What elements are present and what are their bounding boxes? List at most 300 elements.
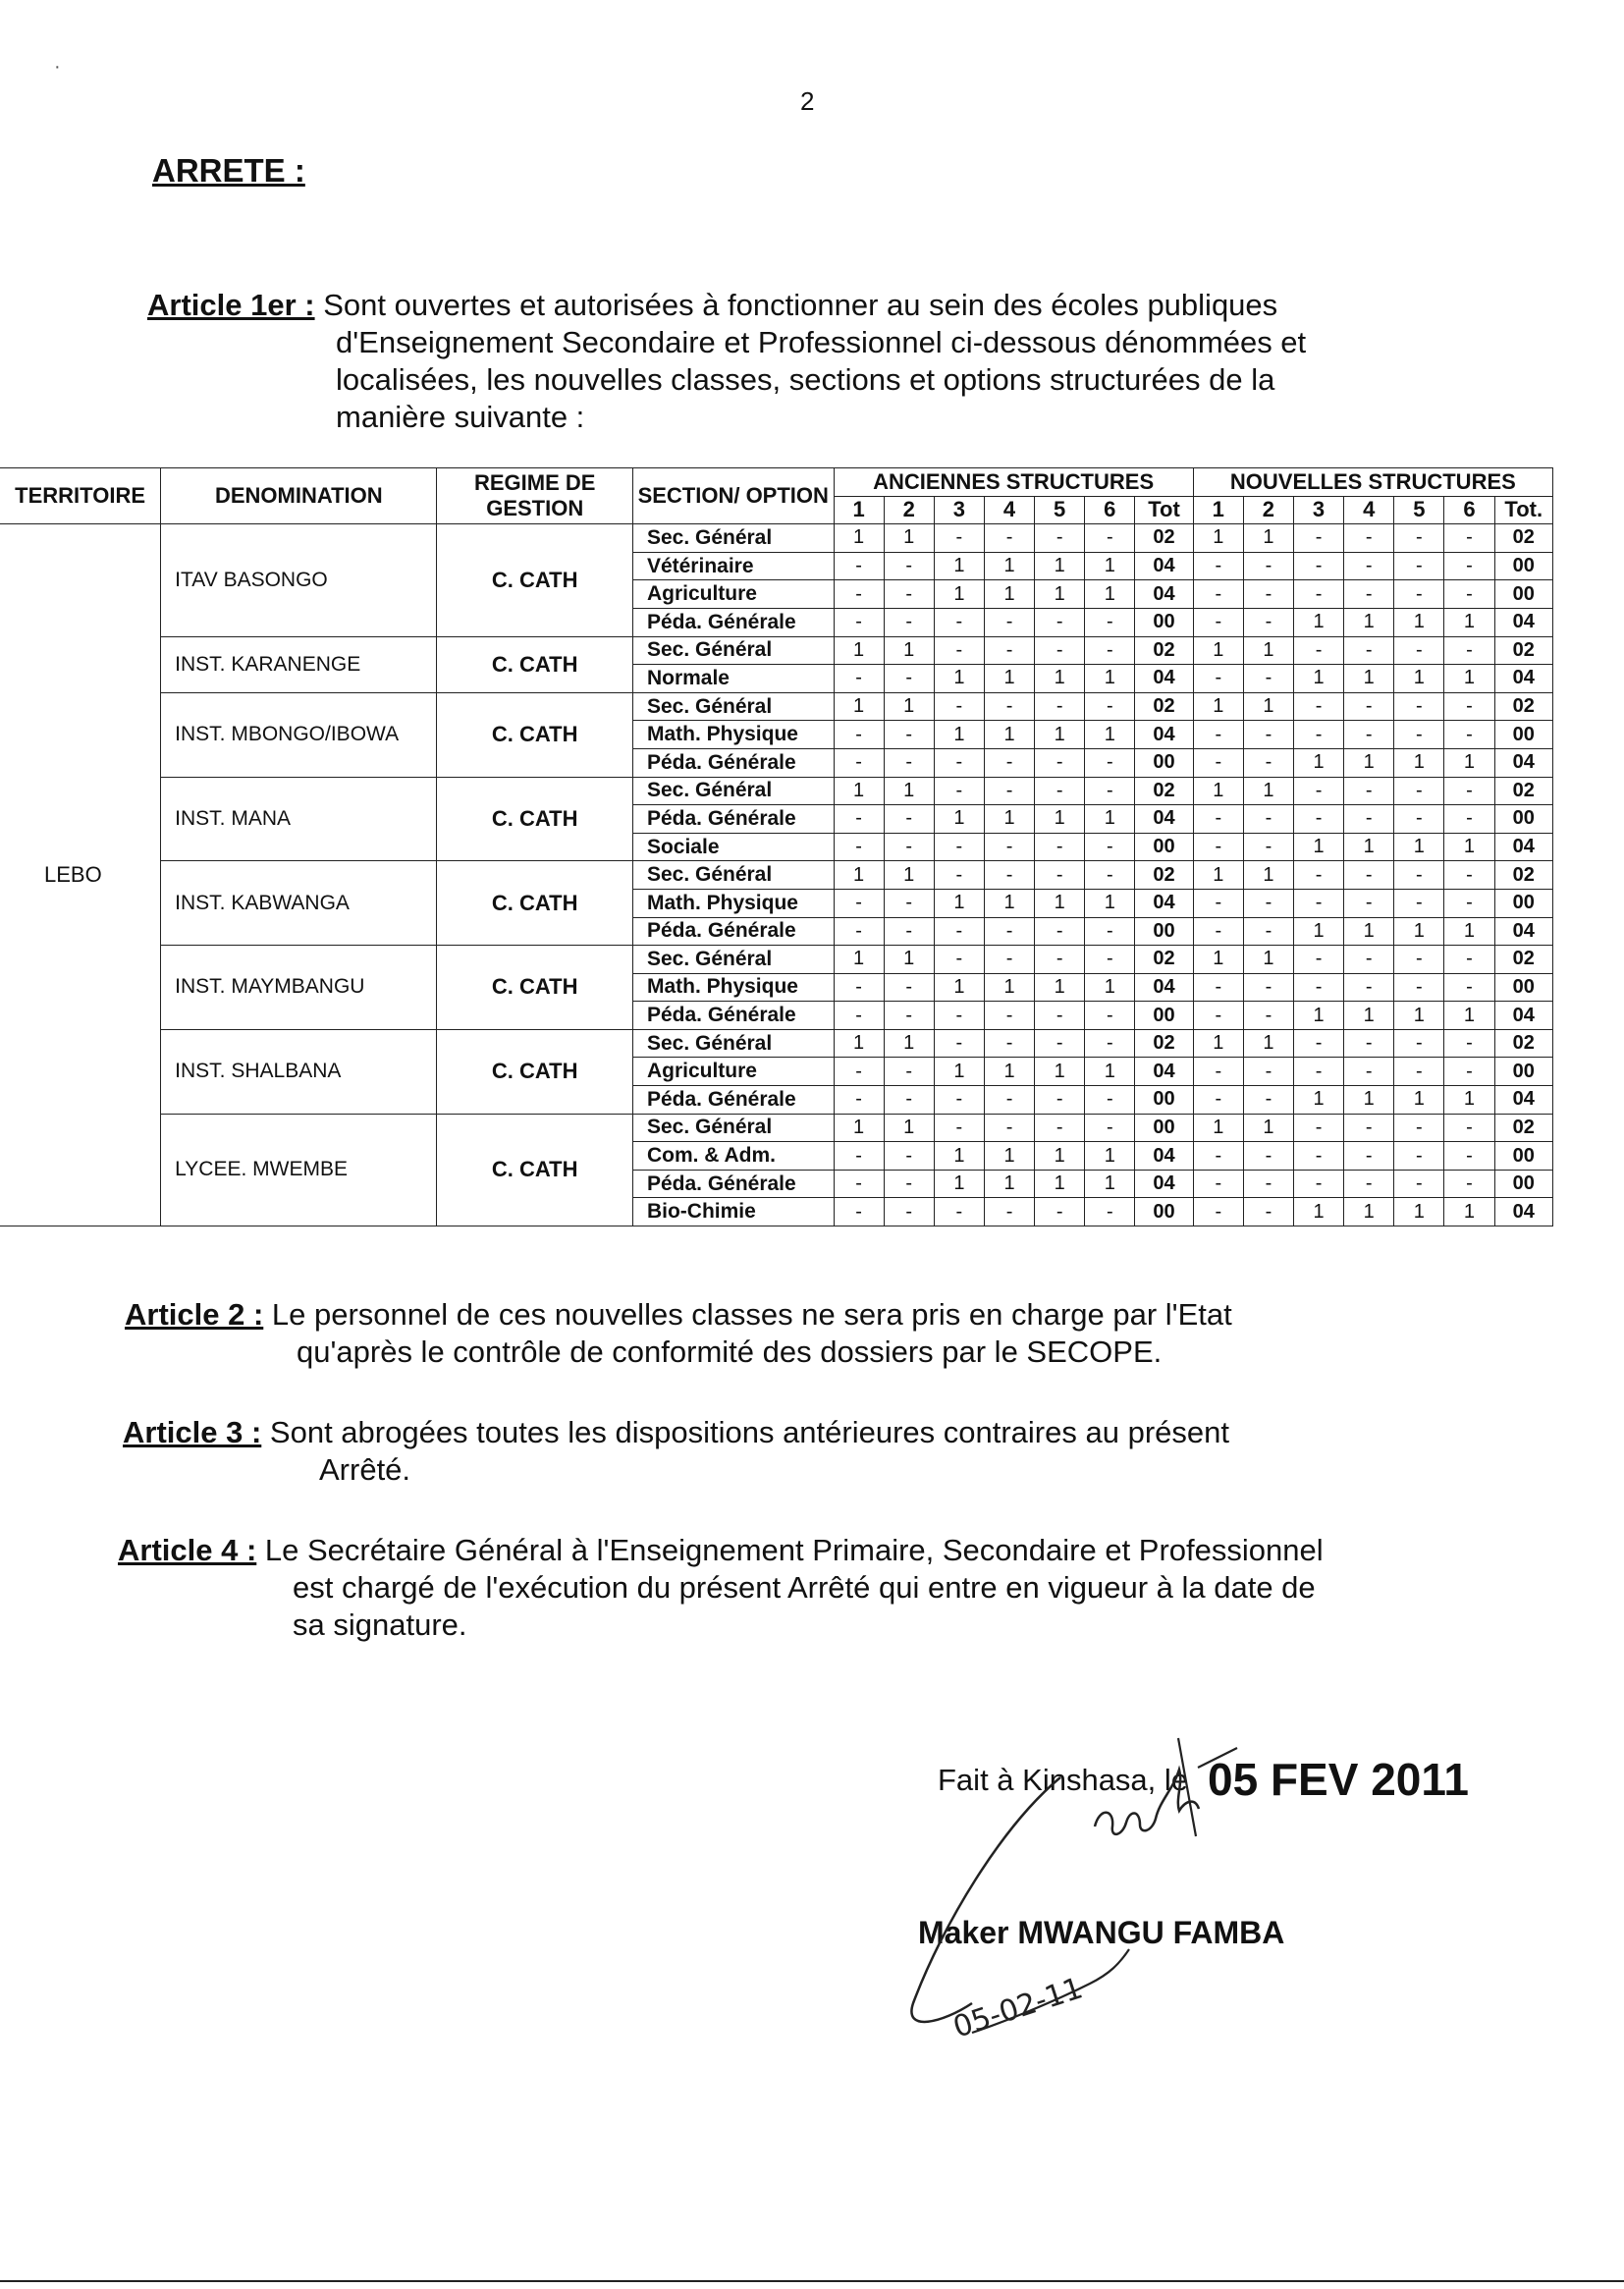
- anc-cell: 1: [984, 1058, 1034, 1086]
- table-row: [0, 777, 1553, 805]
- nouv-cell: -: [1293, 692, 1343, 721]
- nouv-cell: 1: [1394, 917, 1444, 946]
- date-stamp: 05 FEV 2011: [1208, 1754, 1469, 1805]
- anc-total: 00: [1135, 1114, 1193, 1142]
- anc-cell: 1: [834, 1029, 884, 1058]
- nouv-cell: -: [1193, 1142, 1243, 1171]
- header-denomination: DENOMINATION: [161, 468, 437, 524]
- anc-cell: 1: [984, 1142, 1034, 1171]
- anc-cell: -: [1085, 1114, 1135, 1142]
- anc-cell: -: [834, 1058, 884, 1086]
- nouv-cell: -: [1444, 1142, 1494, 1171]
- nouv-cell: -: [1193, 665, 1243, 693]
- nouv-cell: -: [1193, 721, 1243, 749]
- nouv-cell: -: [1293, 721, 1343, 749]
- nouv-cell: 1: [1394, 748, 1444, 777]
- anc-cell: -: [834, 608, 884, 636]
- section-option: Sec. Général: [632, 861, 834, 890]
- anc-total: 04: [1135, 1142, 1193, 1171]
- section-option: Péda. Générale: [632, 1086, 834, 1115]
- anc-cell: -: [984, 833, 1034, 861]
- anc-cell: 1: [1035, 721, 1085, 749]
- nouv-cell: -: [1344, 552, 1394, 580]
- anc-cell: -: [884, 608, 934, 636]
- anc-cell: -: [1035, 1198, 1085, 1226]
- nouv-cell: -: [1344, 973, 1394, 1002]
- nouv-cell: -: [1293, 1170, 1343, 1198]
- regime-gestion: C. CATH: [437, 1029, 632, 1114]
- nouv-cell: -: [1243, 1002, 1293, 1030]
- anc-total: 04: [1135, 1170, 1193, 1198]
- nouv-cell: -: [1243, 1086, 1293, 1115]
- anc-cell: 1: [1035, 973, 1085, 1002]
- anc-cell: -: [934, 861, 984, 890]
- nouv-cell: -: [1394, 946, 1444, 974]
- nouv-cell: -: [1293, 1058, 1343, 1086]
- anc-cell: 1: [1035, 1058, 1085, 1086]
- nouv-total: 00: [1494, 580, 1552, 609]
- nouv-total: 00: [1494, 889, 1552, 917]
- section-option: Sec. Général: [632, 1029, 834, 1058]
- section-option: Péda. Générale: [632, 608, 834, 636]
- nouv-cell: 1: [1193, 1114, 1243, 1142]
- anc-cell: -: [934, 946, 984, 974]
- article-2-line-1: Le personnel de ces nouvelles classes ne sera pris en charge par l'Etat: [271, 1297, 1232, 1332]
- anc-cell: 1: [934, 805, 984, 834]
- nouv-cell: -: [1394, 805, 1444, 834]
- section-option: Péda. Générale: [632, 917, 834, 946]
- nouv-total: 00: [1494, 721, 1552, 749]
- anc-total: 00: [1135, 833, 1193, 861]
- section-option: Péda. Générale: [632, 805, 834, 834]
- section-option: Math. Physique: [632, 973, 834, 1002]
- anc-cell: 1: [1085, 805, 1135, 834]
- anc-cell: -: [834, 1198, 884, 1226]
- anc-cell: -: [1035, 1002, 1085, 1030]
- school-name: LYCEE. MWEMBE: [161, 1114, 437, 1226]
- nouv-cell: -: [1293, 861, 1343, 890]
- anc-cell: -: [884, 1002, 934, 1030]
- nouv-cell: -: [1243, 805, 1293, 834]
- anc-cell: -: [934, 1029, 984, 1058]
- nouv-cell: 1: [1193, 777, 1243, 805]
- nouv-cell: 1: [1243, 861, 1293, 890]
- nouv-total: 00: [1494, 552, 1552, 580]
- anc-cell: 1: [834, 861, 884, 890]
- article-1-line-2: d'Enseignement Secondaire et Professionnel ci-dessous dénommées et: [336, 325, 1307, 359]
- nouv-cell: -: [1193, 552, 1243, 580]
- structures-table: [0, 467, 1553, 1226]
- section-option: Math. Physique: [632, 721, 834, 749]
- nouv-cell: -: [1394, 1114, 1444, 1142]
- anc-cell: -: [884, 721, 934, 749]
- anc-total: 02: [1135, 777, 1193, 805]
- anc-cell: -: [984, 692, 1034, 721]
- anc-cell: 1: [1035, 889, 1085, 917]
- nouv-cell: -: [1444, 692, 1494, 721]
- anc-cell: -: [1085, 608, 1135, 636]
- nouv-cell: -: [1444, 636, 1494, 665]
- anc-cell: 1: [1085, 1170, 1135, 1198]
- section-option: Sec. Général: [632, 524, 834, 553]
- nouv-cell: 1: [1394, 665, 1444, 693]
- nouv-total: 04: [1494, 665, 1552, 693]
- anc-cell: -: [1085, 861, 1135, 890]
- school-name: INST. MANA: [161, 777, 437, 861]
- anc-cell: 1: [934, 580, 984, 609]
- page-number: 2: [800, 86, 815, 116]
- nouv-total: 02: [1494, 861, 1552, 890]
- nouv-cell: -: [1193, 833, 1243, 861]
- anc-cell: -: [834, 889, 884, 917]
- anc-cell: -: [834, 1086, 884, 1115]
- nouv-cell: -: [1344, 721, 1394, 749]
- header-nouv-col-6: 6: [1444, 496, 1494, 524]
- anc-cell: -: [984, 1198, 1034, 1226]
- nouv-cell: -: [1444, 946, 1494, 974]
- regime-gestion: C. CATH: [437, 692, 632, 777]
- nouv-total: 02: [1494, 1029, 1552, 1058]
- article-1-line-4: manière suivante :: [336, 400, 585, 434]
- nouv-cell: 1: [1293, 1198, 1343, 1226]
- header-anciennes: ANCIENNES STRUCTURES: [834, 468, 1193, 497]
- nouv-cell: -: [1344, 805, 1394, 834]
- anc-cell: 1: [884, 692, 934, 721]
- nouv-total: 00: [1494, 973, 1552, 1002]
- nouv-cell: 1: [1293, 917, 1343, 946]
- nouv-cell: 1: [1394, 1198, 1444, 1226]
- anc-cell: -: [934, 1002, 984, 1030]
- nouv-cell: -: [1344, 1029, 1394, 1058]
- anc-cell: -: [1085, 692, 1135, 721]
- anc-cell: -: [934, 748, 984, 777]
- anc-cell: -: [884, 833, 934, 861]
- anc-cell: -: [934, 608, 984, 636]
- nouv-cell: -: [1394, 636, 1444, 665]
- regime-gestion: C. CATH: [437, 636, 632, 692]
- anc-cell: 1: [934, 973, 984, 1002]
- nouv-cell: 1: [1193, 946, 1243, 974]
- anc-cell: 1: [834, 692, 884, 721]
- regime-gestion: C. CATH: [437, 777, 632, 861]
- nouv-cell: -: [1293, 1114, 1343, 1142]
- nouv-cell: -: [1344, 524, 1394, 553]
- nouv-cell: -: [1243, 608, 1293, 636]
- anc-cell: -: [834, 552, 884, 580]
- nouv-cell: -: [1344, 1142, 1394, 1171]
- anc-cell: 1: [884, 777, 934, 805]
- anc-cell: -: [1035, 748, 1085, 777]
- article-3-label: Article 3 :: [123, 1415, 262, 1449]
- header-anc-col-1: 1: [834, 496, 884, 524]
- anc-cell: -: [984, 1114, 1034, 1142]
- anc-total: 04: [1135, 1058, 1193, 1086]
- anc-cell: 1: [1035, 580, 1085, 609]
- nouv-cell: -: [1444, 861, 1494, 890]
- article-4-line-1: Le Secrétaire Général à l'Enseignement Primaire, Secondaire et Professionnel: [264, 1533, 1324, 1567]
- anc-cell: -: [884, 917, 934, 946]
- nouv-cell: 1: [1344, 1002, 1394, 1030]
- anc-cell: -: [1085, 946, 1135, 974]
- nouv-cell: 1: [1444, 833, 1494, 861]
- anc-cell: -: [934, 833, 984, 861]
- nouv-cell: -: [1444, 721, 1494, 749]
- anc-total: 02: [1135, 524, 1193, 553]
- nouv-cell: -: [1444, 777, 1494, 805]
- nouv-cell: 1: [1243, 777, 1293, 805]
- anc-total: 02: [1135, 636, 1193, 665]
- anc-cell: 1: [834, 1114, 884, 1142]
- nouv-cell: -: [1193, 1086, 1243, 1115]
- anc-cell: -: [884, 973, 934, 1002]
- nouv-cell: -: [1344, 777, 1394, 805]
- article-1-label: Article 1er :: [147, 288, 315, 322]
- anc-cell: -: [984, 1086, 1034, 1115]
- section-option: Sec. Général: [632, 692, 834, 721]
- article-4-line-2: est chargé de l'exécution du présent Arrêté qui entre en vigueur à la date de: [293, 1570, 1316, 1605]
- nouv-cell: 1: [1344, 608, 1394, 636]
- anc-cell: -: [1035, 861, 1085, 890]
- table-row: [0, 861, 1553, 890]
- nouv-cell: -: [1193, 889, 1243, 917]
- anc-cell: -: [1085, 636, 1135, 665]
- header-anc-col-6: 6: [1085, 496, 1135, 524]
- nouv-cell: -: [1243, 721, 1293, 749]
- nouv-cell: 1: [1344, 917, 1394, 946]
- signature-place: Fait à Kinshasa, le: [938, 1763, 1189, 1797]
- nouv-cell: 1: [1344, 665, 1394, 693]
- table-row: [0, 1114, 1553, 1142]
- nouv-cell: -: [1193, 748, 1243, 777]
- anc-cell: 1: [884, 1029, 934, 1058]
- nouv-cell: -: [1193, 973, 1243, 1002]
- anc-cell: -: [984, 748, 1034, 777]
- nouv-cell: -: [1344, 692, 1394, 721]
- nouv-total: 02: [1494, 636, 1552, 665]
- anc-cell: -: [834, 805, 884, 834]
- anc-cell: 1: [1085, 973, 1135, 1002]
- anc-cell: -: [984, 636, 1034, 665]
- nouv-cell: 1: [1293, 665, 1343, 693]
- nouv-cell: -: [1344, 580, 1394, 609]
- table-row: [0, 636, 1553, 665]
- anc-cell: -: [1085, 1002, 1135, 1030]
- nouv-cell: -: [1193, 1170, 1243, 1198]
- nouv-total: 04: [1494, 1086, 1552, 1115]
- nouv-total: 04: [1494, 1198, 1552, 1226]
- nouv-cell: 1: [1243, 636, 1293, 665]
- nouv-cell: 1: [1344, 1198, 1394, 1226]
- nouv-cell: 1: [1193, 636, 1243, 665]
- header-regime: REGIME DE GESTION: [437, 468, 632, 524]
- anc-cell: -: [884, 1086, 934, 1115]
- regime-gestion: C. CATH: [437, 1114, 632, 1226]
- anc-cell: -: [984, 524, 1034, 553]
- anc-total: 02: [1135, 1029, 1193, 1058]
- article-3-line-2: Arrêté.: [319, 1452, 411, 1487]
- nouv-cell: -: [1293, 1142, 1343, 1171]
- nouv-cell: 1: [1193, 692, 1243, 721]
- article-2-label: Article 2 :: [125, 1297, 264, 1332]
- anc-cell: 1: [1035, 1170, 1085, 1198]
- nouv-cell: 1: [1444, 1198, 1494, 1226]
- anc-total: 04: [1135, 973, 1193, 1002]
- nouv-cell: -: [1444, 1114, 1494, 1142]
- nouv-cell: -: [1243, 1058, 1293, 1086]
- header-nouv-col-7: Tot.: [1494, 496, 1552, 524]
- anc-cell: 1: [1085, 721, 1135, 749]
- anc-cell: -: [984, 946, 1034, 974]
- nouv-total: 04: [1494, 833, 1552, 861]
- anc-cell: 1: [834, 524, 884, 553]
- nouv-cell: -: [1243, 1142, 1293, 1171]
- nouv-cell: 1: [1444, 1002, 1494, 1030]
- section-option: Sec. Général: [632, 1114, 834, 1142]
- nouv-cell: -: [1293, 777, 1343, 805]
- anc-cell: -: [1035, 1114, 1085, 1142]
- school-name: INST. KABWANGA: [161, 861, 437, 946]
- nouv-cell: 1: [1243, 946, 1293, 974]
- nouv-cell: 1: [1344, 748, 1394, 777]
- anc-cell: -: [984, 1029, 1034, 1058]
- nouv-cell: -: [1193, 580, 1243, 609]
- anc-cell: -: [1085, 524, 1135, 553]
- anc-cell: 1: [884, 636, 934, 665]
- nouv-cell: -: [1394, 692, 1444, 721]
- anc-cell: -: [1085, 833, 1135, 861]
- anc-cell: 1: [834, 946, 884, 974]
- anc-total: 04: [1135, 889, 1193, 917]
- anc-cell: 1: [934, 721, 984, 749]
- article-4-line-3: sa signature.: [293, 1608, 467, 1642]
- nouv-total: 04: [1494, 748, 1552, 777]
- nouv-cell: -: [1193, 1058, 1243, 1086]
- article-1-line-3: localisées, les nouvelles classes, sections et options structurées de la: [336, 362, 1275, 397]
- nouv-cell: 1: [1394, 1002, 1444, 1030]
- anc-cell: -: [1085, 917, 1135, 946]
- anc-cell: 1: [884, 524, 934, 553]
- nouv-cell: 1: [1193, 861, 1243, 890]
- nouv-cell: 1: [1243, 524, 1293, 553]
- nouv-cell: -: [1444, 1058, 1494, 1086]
- nouv-cell: -: [1293, 1029, 1343, 1058]
- handwritten-date: 05-02-11: [948, 1971, 1087, 2045]
- header-nouvelles: NOUVELLES STRUCTURES: [1193, 468, 1552, 497]
- nouv-cell: 1: [1344, 1086, 1394, 1115]
- anc-cell: 1: [1085, 552, 1135, 580]
- nouv-cell: 1: [1193, 1029, 1243, 1058]
- anc-cell: -: [884, 552, 934, 580]
- anc-cell: -: [1035, 777, 1085, 805]
- nouv-cell: -: [1243, 552, 1293, 580]
- nouv-cell: -: [1243, 917, 1293, 946]
- anc-cell: 1: [1035, 805, 1085, 834]
- nouv-cell: -: [1293, 889, 1343, 917]
- anc-cell: -: [884, 1058, 934, 1086]
- anc-cell: -: [884, 1142, 934, 1171]
- anc-total: 02: [1135, 861, 1193, 890]
- nouv-cell: -: [1243, 1170, 1293, 1198]
- nouv-cell: -: [1293, 580, 1343, 609]
- anc-cell: -: [884, 748, 934, 777]
- nouv-cell: -: [1293, 636, 1343, 665]
- section-option: Normale: [632, 665, 834, 693]
- nouv-cell: -: [1243, 748, 1293, 777]
- school-name: INST. KARANENGE: [161, 636, 437, 692]
- anc-cell: -: [984, 861, 1034, 890]
- table-row: [0, 1029, 1553, 1058]
- section-option: Sec. Général: [632, 636, 834, 665]
- nouv-cell: -: [1444, 973, 1494, 1002]
- nouv-cell: 1: [1444, 748, 1494, 777]
- nouv-cell: 1: [1394, 1086, 1444, 1115]
- anc-cell: -: [834, 1142, 884, 1171]
- anc-cell: 1: [934, 889, 984, 917]
- anc-cell: 1: [934, 1058, 984, 1086]
- nouv-cell: 1: [1394, 833, 1444, 861]
- anc-cell: 1: [934, 1170, 984, 1198]
- anc-cell: 1: [984, 973, 1034, 1002]
- anc-cell: 1: [1035, 665, 1085, 693]
- nouv-cell: -: [1193, 805, 1243, 834]
- nouv-cell: 1: [1444, 917, 1494, 946]
- anc-cell: -: [884, 889, 934, 917]
- anc-cell: 1: [1085, 580, 1135, 609]
- nouv-cell: -: [1394, 524, 1444, 553]
- nouv-cell: -: [1444, 524, 1494, 553]
- nouv-cell: 1: [1444, 1086, 1494, 1115]
- nouv-cell: 1: [1444, 665, 1494, 693]
- anc-cell: 1: [1085, 1058, 1135, 1086]
- regime-gestion: C. CATH: [437, 946, 632, 1030]
- nouv-total: 02: [1494, 777, 1552, 805]
- nouv-cell: -: [1444, 889, 1494, 917]
- anc-total: 00: [1135, 917, 1193, 946]
- nouv-cell: -: [1344, 1058, 1394, 1086]
- anc-cell: 1: [984, 889, 1034, 917]
- nouv-total: 02: [1494, 524, 1552, 553]
- nouv-total: 00: [1494, 1058, 1552, 1086]
- anc-total: 02: [1135, 692, 1193, 721]
- header-anc-col-7: Tot: [1135, 496, 1193, 524]
- nouv-total: 02: [1494, 946, 1552, 974]
- nouv-cell: -: [1444, 1029, 1494, 1058]
- nouv-cell: 1: [1293, 833, 1343, 861]
- anc-cell: -: [1035, 608, 1085, 636]
- anc-cell: -: [934, 524, 984, 553]
- anc-cell: 1: [1035, 1142, 1085, 1171]
- nouv-cell: -: [1193, 1198, 1243, 1226]
- nouv-cell: -: [1293, 524, 1343, 553]
- nouv-cell: -: [1394, 1170, 1444, 1198]
- nouv-cell: 1: [1394, 608, 1444, 636]
- anc-total: 00: [1135, 1086, 1193, 1115]
- anc-cell: -: [1085, 777, 1135, 805]
- territoire-cell: LEBO: [0, 524, 161, 1226]
- anc-total: 04: [1135, 721, 1193, 749]
- section-option: Péda. Générale: [632, 1002, 834, 1030]
- anc-cell: -: [934, 777, 984, 805]
- nouv-cell: -: [1243, 580, 1293, 609]
- nouv-cell: -: [1394, 861, 1444, 890]
- header-section: SECTION/ OPTION: [632, 468, 834, 524]
- nouv-cell: -: [1243, 833, 1293, 861]
- header-anc-col-3: 3: [934, 496, 984, 524]
- nouv-cell: 1: [1293, 748, 1343, 777]
- nouv-cell: 1: [1293, 1086, 1343, 1115]
- nouv-cell: 1: [1293, 1002, 1343, 1030]
- nouv-cell: 1: [1293, 608, 1343, 636]
